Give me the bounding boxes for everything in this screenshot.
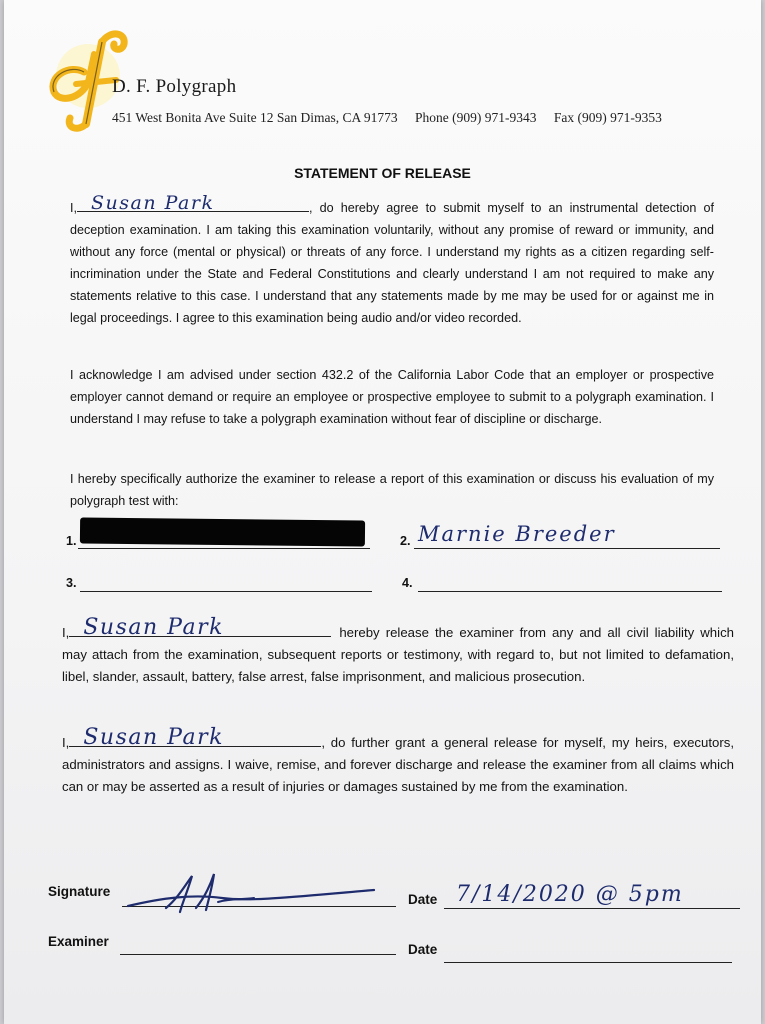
release-line-3: [80, 591, 372, 592]
phone: Phone (909) 971-9343: [415, 110, 537, 125]
examiner-line: [120, 954, 396, 955]
date-line-2: [444, 962, 732, 963]
signature-label: Signature: [48, 884, 111, 899]
liability-release-paragraph: I, Susan Park hereby release the examiner from any and all civil liability which may attach from the examination, subsequent reports or testimony, with regard to, but not limited to defamation, libel, slander, assault, battery, false arrest, false imprisonment, and malicious prosecution.: [62, 615, 734, 684]
document-title: STATEMENT OF RELEASE: [294, 165, 471, 181]
fax: Fax (909) 971-9353: [553, 110, 662, 125]
release-line-1: [78, 548, 370, 549]
handwritten-date: 7/14/2020 @ 5pm: [456, 882, 684, 907]
name-field-2: [69, 615, 331, 640]
company-name: D. F. Polygraph: [112, 76, 237, 97]
release-line-4: [418, 591, 722, 592]
name-field-1: [77, 192, 309, 214]
handwritten-name-2: Susan Park: [83, 615, 224, 640]
date-line-1: [444, 908, 740, 909]
handwritten-name-1: Susan Park: [91, 192, 215, 214]
handwritten-name-3: Susan Park: [83, 725, 224, 750]
date-label-2: Date: [408, 942, 438, 957]
general-release-paragraph: I, Susan Park , do further grant a general release for myself, my heirs, executors, administrators and assigns. I waive, remise, and forever discharge and release the examiner from all claims which can or may be asserted as a result of injuries or damages sustained by me from the examination.: [62, 725, 734, 794]
release-line-2: [414, 548, 720, 549]
consent-paragraph: I, Susan Park , do hereby agree to submit myself to an instrumental detection of deception examination. I am taking this examination voluntarily, without any promise of reward or immunity, and without any force (mental or physical) or threats of any force. I understand my rights as a citizen regarding self-incrimination under the State and Federal Constitutions and clearly understand I am not required to make any statements relative to this case. I understand that any statements made by me may be used for or against me in legal proceedings. I agree to this examination being audio and/or video recorded.: [70, 192, 714, 325]
release-number-3: 3.: [66, 576, 77, 590]
release-number-4: 4.: [402, 576, 413, 590]
date-label-1: Date: [408, 892, 438, 907]
company-address-line: [112, 110, 676, 126]
name-field-3: [69, 725, 321, 750]
labor-code-paragraph: I acknowledge I am advised under section 432.2 of the California Labor Code that an employer or prospective employer cannot demand or require an employee or prospective employee to submit to a polygraph examination. I understand I may refuse to take a polygraph examination without fear of discipline or discharge.: [70, 368, 714, 426]
release-number-1: 1.: [66, 534, 77, 548]
authorization-paragraph: I hereby specifically authorize the examiner to release a report of this examination or discuss his evaluation of my polygraph test with:: [70, 472, 714, 508]
handwritten-release-entry-2: Marnie Breeder: [418, 522, 616, 546]
redaction-bar: [80, 518, 365, 547]
handwritten-signature-icon: [122, 868, 382, 918]
examiner-label: Examiner: [48, 934, 109, 949]
document-page: [4, 0, 761, 1024]
address: 451 West Bonita Ave Suite 12 San Dimas, CA 91773: [112, 110, 398, 125]
release-number-2: 2.: [400, 534, 411, 548]
